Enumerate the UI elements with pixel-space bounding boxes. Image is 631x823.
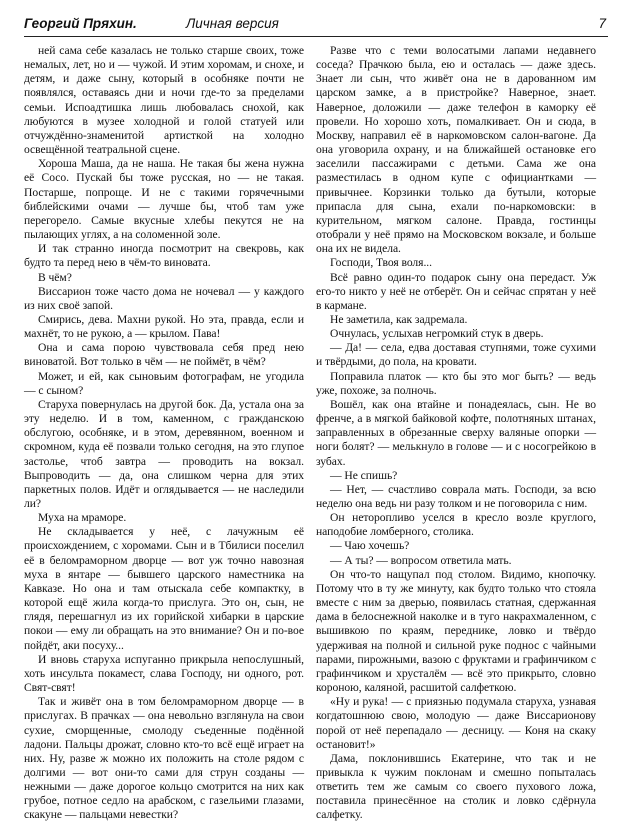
paragraph: Виссарион тоже часто дома не ночевал — у каждого из них своё запой. — [24, 284, 304, 312]
paragraph: Дама, поклонившись Екатерине, что так и не привыкла к чужим поклонам и смешно попыталась ответить тем же самым со своего пухового ложа, поставила принесённое на столик и ловко сдёрнула салфетку. — [316, 751, 596, 822]
paragraph: Не заметила, как задремала. — [330, 312, 468, 326]
paragraph: Очнулась, услыхав негромкий стук в дверь. — [330, 327, 544, 341]
running-header — [24, 14, 608, 37]
page-number: 7 — [598, 16, 606, 31]
paragraph: И вновь старуха испуганно прикрыла непослушный, хоть инсульта покамест, слава Господу, ни одного, рот. Свят-свят! — [24, 652, 304, 695]
header-title: Личная версия — [186, 16, 279, 31]
paragraph: Он неторопливо уселся в кресло возле круглого, наподобие ломберного, столика. — [316, 511, 596, 539]
paragraph: Вошёл, как она втайне и понадеялась, сын. Не во френче, а в мягкой байковой кофте, полотняных штанах, заправленных в обрезанные сверху валяные опорки — ноги болят? — мелькнуло в голове — и с носогрейкою в зубах. — [316, 397, 596, 468]
paragraph: — Чаю хочешь? — [330, 539, 410, 553]
header-author: Георгий Пряхин. — [24, 16, 137, 31]
left-column — [24, 44, 304, 822]
paragraph: Так и живёт она в том беломраморном дворце — в прислугах. В прачках — она невольно взглянула на свои сухие, сморщенные, смолоду съеденные подённой ладони. Пальцы дрожат, словно кто-то всё ещё играет на них. Ну, разве ж можно их положить на столе рядом с долгими — вот они-то сами для струн созданы — нежными — даже дорогое кольцо смотрится на них как грубое, потное седло на арабском, с газельими глазами, скакуне — пальцами невестки? — [24, 695, 304, 822]
paragraph: Поправила платок — кто бы это мог быть? — ведь уже, похоже, за полночь. — [316, 369, 596, 397]
paragraph: И так странно иногда посмотрит на свекровь, как будто та перед нею в чём-то виновата. — [24, 242, 304, 270]
paragraph: Хороша Маша, да не наша. Не такая бы жена нужна её Сосо. Пускай бы тоже русская, но — не такая. Постарше, попроще. И не с такими горячечными библейскими очами — лучше бы, чтоб там уже перегорело. Самые вкусные хлебы пекутся не на пылающих углях, а на соломенной золе. — [24, 157, 304, 242]
paragraph: Всё равно один-то подарок сыну она передаст. Уж его-то никто у неё не отберёт. Он и сейчас спрятан у неё в кармане. — [316, 270, 596, 312]
paragraph: Она и сама порою чувствовала себя пред нею виноватой. Вот только в чём — не поймёт, в чём? — [24, 341, 304, 369]
paragraph: Старуха повернулась на другой бок. Да, устала она за эту неделю. И в том, каменном, с гражданскою обслугою, особняке, и в этом, деревянном, военном и скромном, куда её позвали только сегодня, на это глупое застолье, чтоб завтра — проводить на вокзал. Выпроводить — да, она слишком черна для этих паркетных полов. Идёт и оглядывается — не наследили ли? — [24, 397, 304, 510]
paragraph: — Да! — села, едва доставая ступнями, тоже сухими и твёрдыми, до пола, на кровати. — [316, 341, 596, 369]
paragraph: — А ты? — вопросом ответила мать. — [330, 553, 512, 567]
paragraph: Он что-то нащупал под столом. Видимо, кнопочку. Потому что в ту же минуту, как будто только что стояла вместе с ним за дверью, появилась статная, сдержанная дама в белоснежной наколке и в туго накрахмаленном, с вышивкою по краям, переднике, ловко и твёрдо удерживая на полной и сильной руке поднос с чайными парами, пирожными, вазою с фруктами и графинчиком с графинчиком и хрусталём — всё это прикрыто, словно короною, каляной, расшитой салфеткою. — [316, 567, 596, 695]
paragraph: В чём? — [38, 270, 72, 284]
paragraph: ней сама себе казалась не только старше своих, тоже немалых, лет, но и — чужой. И этим хоромам, и снохе, и детям, и даже сыну, который в особняке почти не появлялся, оставаясь дни и ночи где-то за пределами семьи. Испоадтишка лишь любовалась снохой, как любуются в музее холодной и голой статуей или отчуждённо-знаменитой артисткой на холодно освещённой театральной сцене. — [24, 44, 304, 157]
paragraph: Не складывается у неё, с лачужным её происхождением, с хоромами. Сын и в Тбилиси поселил её в беломраморном дворце — вот уж точно навозная муха в янтаре — бывшего царского наместника на Кавказе. Но она и там отыскала себе компактку, в которой ещё жила когда-то прислуга. Это он, сын, не глядя, перешагнул из их горийской хибарки в царские покои — ему ли обращать на это внимание? Он и по-вое пойдёт, аки посуху... — [24, 525, 304, 652]
paragraph: Господи, Твоя воля... — [330, 256, 432, 270]
paragraph: Может, и ей, как сыновьим фотографам, не угодила — с сыном? — [24, 369, 304, 397]
paragraph: Разве что с теми волосатыми лапами недавнего соседа? Прачкою была, ею и осталась — даже здесь. Знает ли сын, что живёт она не в дарованном им царском замке, а в пристройке? Наверное, знает. Наверное, доложили — даже телефон в каморку её провели. Но хорошо хоть, помалкивает. Он и сюда, в Москву, направил её в наркомовском салон-вагоне. Да она уговорила охрану, и на ближайшей остановке его заселили пассажирами с детьми. Сама же она разместилась в одном купе с официантками — привычнее. Корзинки только да бутыли, которые припасла для сына, ехали по-наркомовски: в курительном, мягком салоне. Правда, гостинцы отобрали у неё прямо на Московском вокзале, и больше она их не видела. — [316, 44, 596, 256]
paragraph: Муха на мраморе. — [38, 511, 127, 525]
paragraph: «Ну и рука! — с приязнью подумала старуха, узнавая когдатошнюю свою, молодую — даже Виссарионову порой от неё перепадало — десницу. — Коня на скаку остановит!» — [316, 695, 596, 751]
paragraph: Смирись, дева. Махни рукой. Но эта, правда, если и махнёт, то не рукою, а — крылом. Пава! — [24, 312, 304, 341]
paragraph: — Не спишь? — [330, 468, 398, 482]
right-column — [316, 44, 596, 822]
paragraph: — Нет, — счастливо соврала мать. Господи, за всю неделю она ведь ни разу толком и не поговорила с ним. — [316, 482, 596, 510]
